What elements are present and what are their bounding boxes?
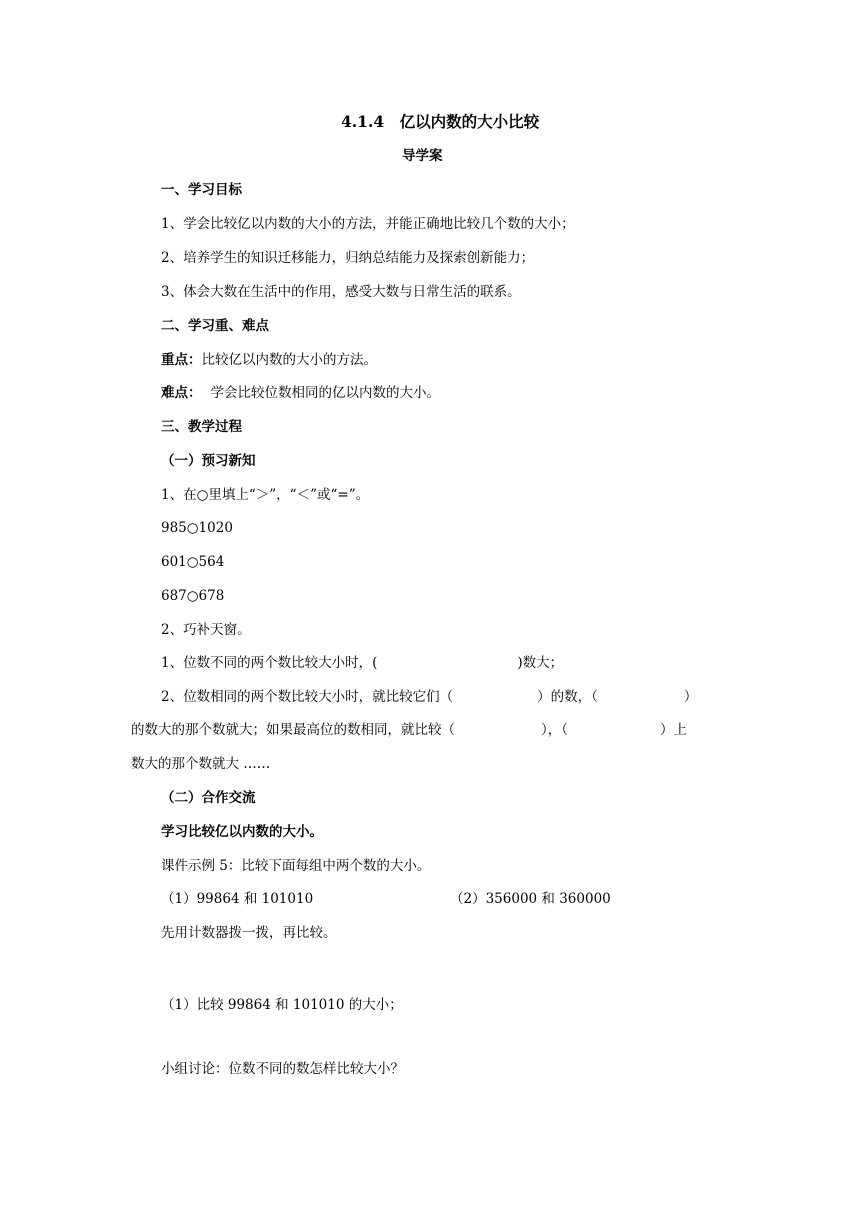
- fill-line-1: [161, 653, 563, 673]
- fill-line-3: [131, 720, 687, 740]
- example-pair-2: （2）356000 和 360000: [450, 891, 611, 907]
- objective-item: 2、培养学生的知识迁移能力，归纳总结能力及探索创新能力；: [161, 250, 535, 266]
- fill-text: )数大；: [517, 655, 564, 671]
- fill-text: ）上: [660, 722, 687, 738]
- comparison-expression: 601○564: [161, 554, 225, 570]
- difficulty-label: 难点：: [161, 385, 202, 401]
- question-fill-blanks: 2、巧补天窗。: [161, 622, 251, 638]
- fill-text: ）的数，（: [537, 689, 598, 705]
- doc-title: 4.1.4 亿以内数的大小比较: [341, 112, 540, 131]
- example-pair-1: （1）99864 和 101010: [161, 891, 314, 907]
- fill-text: 的数大的那个数就大；如果最高位的数相同，就比较（: [131, 722, 455, 738]
- cooperation-topic: 学习比较亿以内数的大小。: [161, 824, 323, 840]
- doc-subtitle: 导学案: [402, 148, 443, 164]
- key-point-text: 比较亿以内数的大小的方法。: [201, 352, 377, 368]
- discussion-question: 小组讨论：位数不同的数怎样比较大小？: [161, 1061, 404, 1077]
- hint-text: 先用计数器拨一拨，再比较。: [161, 925, 337, 941]
- section-heading-objectives: 一、学习目标: [161, 182, 242, 198]
- comparison-expression: 687○678: [161, 588, 225, 604]
- section-heading-process: 三、教学过程: [161, 419, 242, 435]
- objective-item: 3、体会大数在生活中的作用，感受大数与日常生活的联系。: [161, 284, 521, 300]
- question-compare-symbols: 1、在○里填上“＞”，“＜”或“=”。: [161, 487, 370, 503]
- fill-text: 1、位数不同的两个数比较大小时，(: [161, 655, 378, 671]
- objective-item: 1、学会比较亿以内数的大小的方法，并能正确地比较几个数的大小；: [161, 216, 575, 232]
- compare-task: （1）比较 99864 和 101010 的大小；: [161, 997, 403, 1013]
- subsection-heading-cooperation: （二）合作交流: [161, 790, 256, 806]
- fill-text: 2、位数相同的两个数比较大小时，就比较它们（: [161, 689, 454, 705]
- fill-text: ）: [683, 689, 698, 705]
- difficulty-text: 学会比较位数相同的亿以内数的大小。: [210, 385, 440, 401]
- subsection-heading-preview: （一）预习新知: [161, 453, 256, 469]
- key-point-label: 重点：: [161, 352, 202, 368]
- fill-text: ），（: [541, 722, 568, 738]
- difficulty-line: [161, 383, 440, 403]
- fill-line-2: [161, 687, 697, 707]
- section-heading-keypoints: 二、学习重、难点: [161, 318, 269, 334]
- key-point-line: [161, 350, 377, 370]
- fill-line-4: 数大的那个数就大 ……: [131, 756, 271, 772]
- comparison-expression: 985○1020: [161, 520, 233, 536]
- example-intro: 课件示例 5：比较下面每组中两个数的大小。: [161, 858, 431, 874]
